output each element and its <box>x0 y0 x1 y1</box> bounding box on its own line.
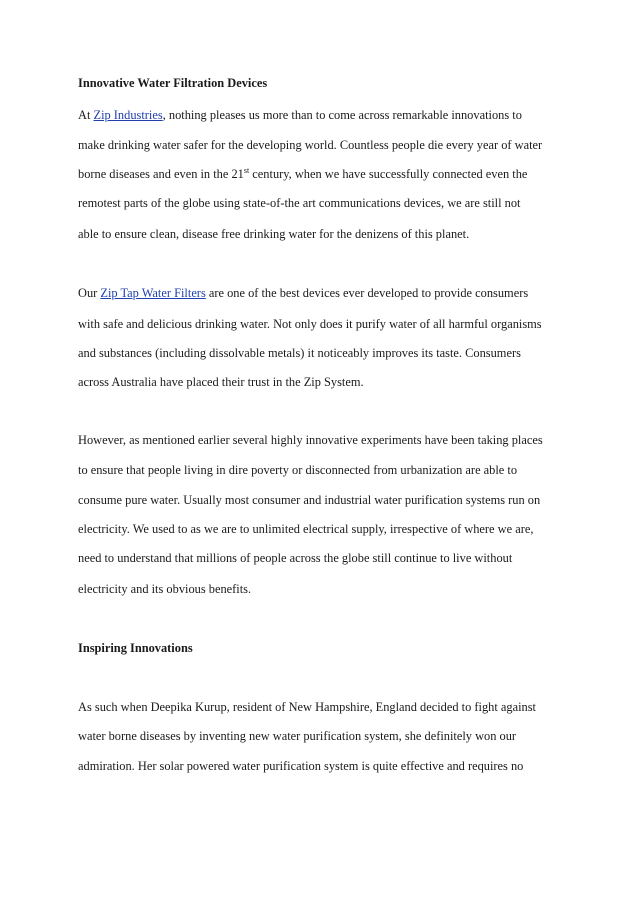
paragraph3-line3: consume pure water. Usually most consumer and industrial water purification systems run on <box>78 493 541 507</box>
paragraph2-line4: across Australia have placed their trust in the Zip System. <box>78 375 364 389</box>
heading-innovative-water-filtration: Innovative Water Filtration Devices <box>78 76 268 90</box>
text: , nothing pleases us more than to come across remarkable innovations to <box>162 108 522 122</box>
paragraph3-line6: electricity and its obvious benefits. <box>78 582 252 596</box>
text: are one of the best devices ever developed to provide consumers <box>205 286 529 300</box>
paragraph4-line2: water borne diseases by inventing new water purification system, she definitely won our <box>78 729 517 743</box>
paragraph3-line4: electricity. We used to as we are to unlimited electrical supply, irrespective of where we are, <box>78 522 534 536</box>
paragraph2-line2: with safe and delicious drinking water. Not only does it purify water of all harmful organisms <box>78 317 542 331</box>
paragraph3-line5: need to understand that millions of people across the globe still continue to live without <box>78 551 513 565</box>
zip-tap-water-filters-link[interactable]: Zip Tap Water Filters <box>100 286 206 300</box>
text: century, when we have successfully connected even the <box>249 167 528 181</box>
paragraph1-line3 <box>78 166 527 182</box>
superscript: st <box>243 166 250 175</box>
paragraph2-line3: and substances (including dissolvable metals) it noticeably improves its taste. Consumers <box>78 346 521 360</box>
paragraph2-line1 <box>78 285 528 301</box>
text: At <box>78 108 94 122</box>
paragraph4-line1: As such when Deepika Kurup, resident of New Hampshire, England decided to fight against <box>78 700 536 714</box>
heading-inspiring-innovations: Inspiring Innovations <box>78 641 193 655</box>
text: borne diseases and even in the 21 <box>78 167 244 181</box>
text: Our <box>78 286 101 300</box>
paragraph1-line4: remotest parts of the globe using state-of-the art communications devices, we are still not <box>78 196 521 210</box>
paragraph1-line5: able to ensure clean, disease free drinking water for the denizens of this planet. <box>78 227 470 241</box>
paragraph3-line2: to ensure that people living in dire poverty or disconnected from urbanization are able to <box>78 463 518 477</box>
paragraph1-line1 <box>78 107 522 123</box>
paragraph1-line2: make drinking water safer for the developing world. Countless people die every year of water <box>78 138 543 152</box>
paragraph4-line3: admiration. Her solar powered water purification system is quite effective and requires no <box>78 759 524 773</box>
paragraph3-line1: However, as mentioned earlier several highly innovative experiments have been taking places <box>78 433 543 447</box>
zip-industries-link[interactable]: Zip Industries <box>93 108 163 122</box>
